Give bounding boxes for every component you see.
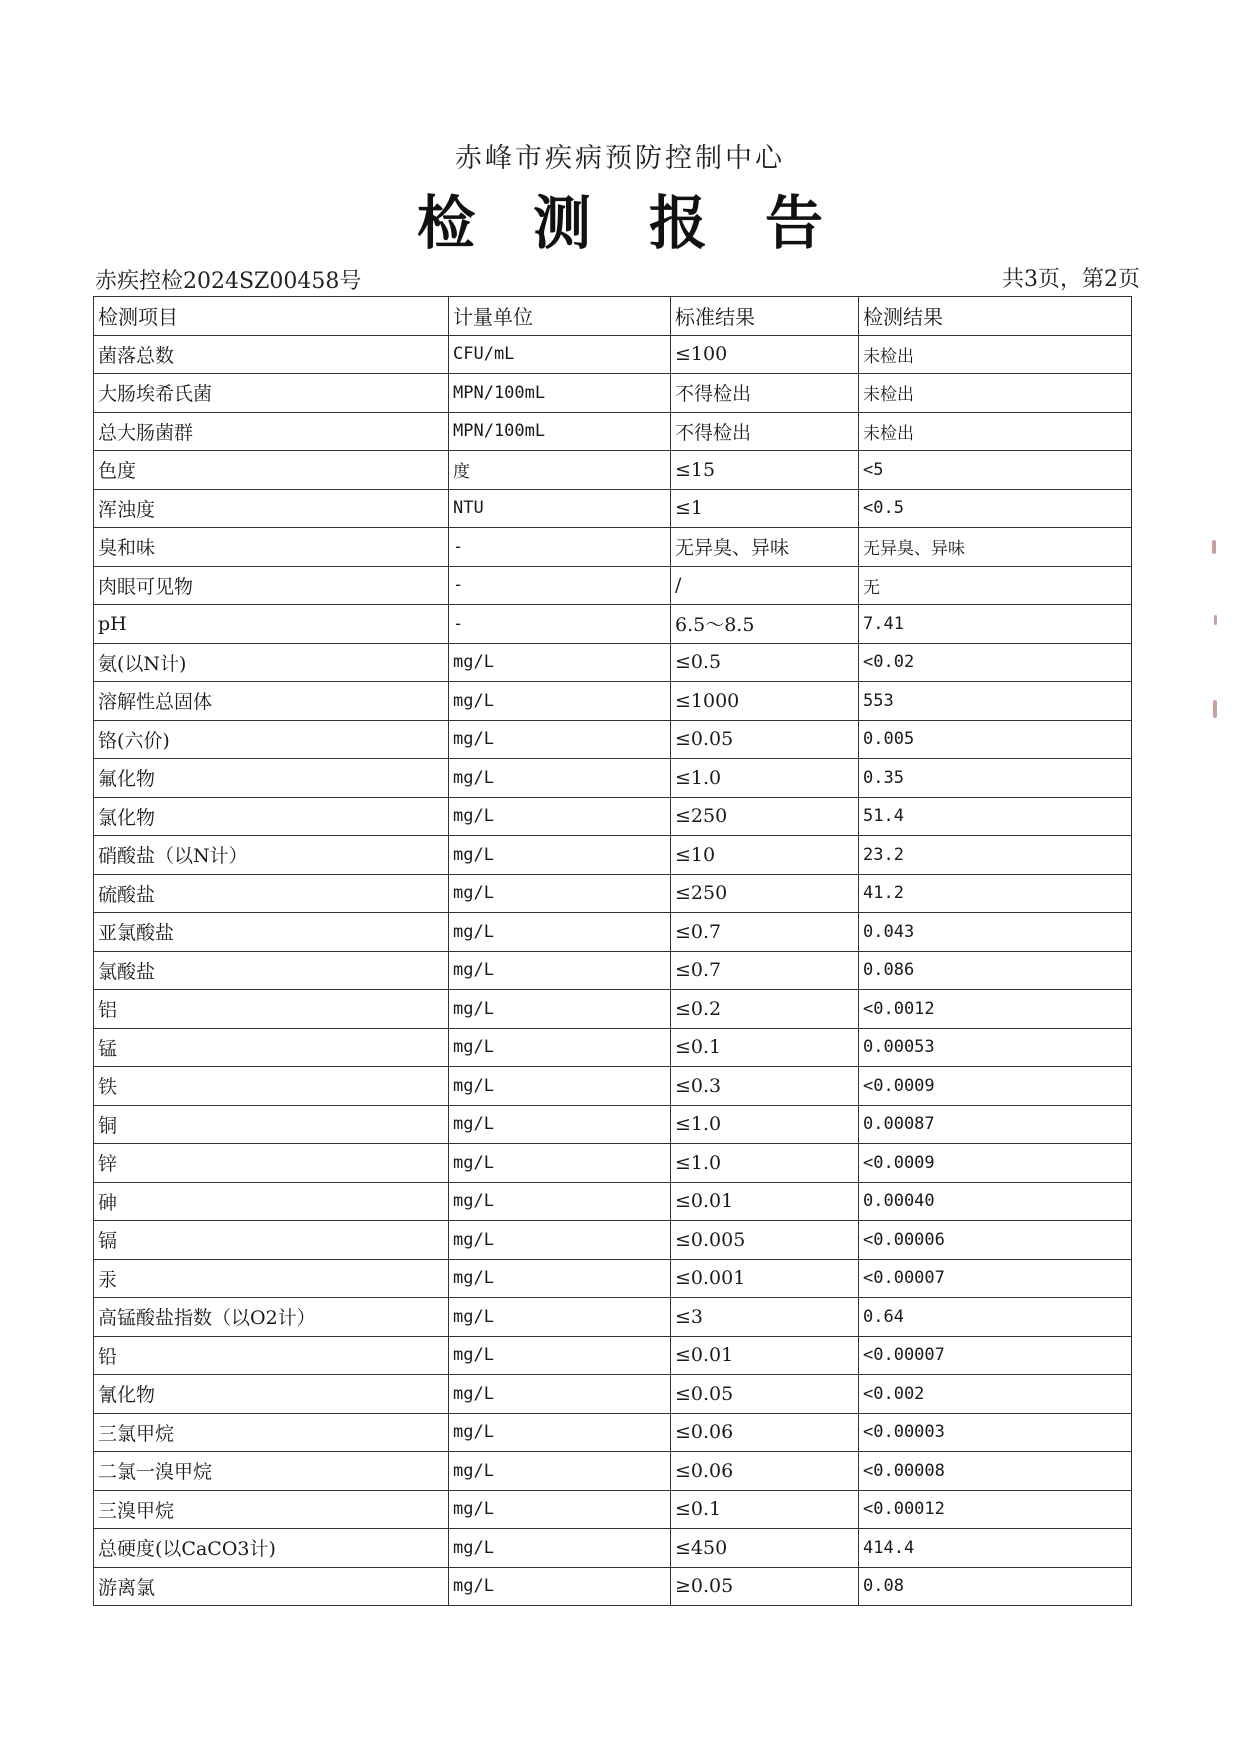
result-cell: <0.00007 — [859, 1336, 1132, 1375]
column-header: 标准结果 — [671, 297, 859, 336]
unit-cell: mg/L — [449, 1452, 671, 1491]
result-cell: <0.00008 — [859, 1452, 1132, 1491]
result-cell: 0.043 — [859, 913, 1132, 952]
result-cell: <0.0012 — [859, 990, 1132, 1029]
standard-cell: / — [671, 566, 859, 605]
unit-cell: CFU/mL — [449, 335, 671, 374]
unit-cell: mg/L — [449, 1298, 671, 1337]
standard-cell: ≤450 — [671, 1529, 859, 1568]
table-row — [94, 1221, 1132, 1260]
result-cell: 0.00087 — [859, 1105, 1132, 1144]
table-row — [94, 451, 1132, 490]
unit-cell: mg/L — [449, 643, 671, 682]
table-row — [94, 489, 1132, 528]
unit-cell: mg/L — [449, 1375, 671, 1414]
table-row — [94, 335, 1132, 374]
table-row — [94, 759, 1132, 798]
table-row — [94, 374, 1132, 413]
standard-cell: ≤0.01 — [671, 1182, 859, 1221]
standard-cell: ≤250 — [671, 874, 859, 913]
test-item-cell: 高锰酸盐指数（以O2计） — [94, 1298, 449, 1337]
table-row — [94, 682, 1132, 721]
unit-cell: mg/L — [449, 1144, 671, 1183]
table-row — [94, 1182, 1132, 1221]
standard-cell: ≤0.05 — [671, 1375, 859, 1414]
standard-cell: ≤0.001 — [671, 1259, 859, 1298]
test-item-cell: 铜 — [94, 1105, 449, 1144]
unit-cell: mg/L — [449, 1067, 671, 1106]
report-title: 检测报告 — [416, 189, 881, 257]
unit-cell: mg/L — [449, 720, 671, 759]
unit-cell: mg/L — [449, 1221, 671, 1260]
test-item-cell: 游离氯 — [94, 1567, 449, 1606]
result-cell: <0.002 — [859, 1375, 1132, 1414]
table-row — [94, 1452, 1132, 1491]
table-row — [94, 720, 1132, 759]
test-item-cell: 氯酸盐 — [94, 951, 449, 990]
test-item-cell: 二氯一溴甲烷 — [94, 1452, 449, 1491]
result-cell: 23.2 — [859, 836, 1132, 875]
unit-cell: mg/L — [449, 682, 671, 721]
standard-cell: ≤1.0 — [671, 1144, 859, 1183]
column-header: 计量单位 — [449, 297, 671, 336]
result-cell: <0.00012 — [859, 1490, 1132, 1529]
standard-cell: ≤0.7 — [671, 951, 859, 990]
unit-cell: mg/L — [449, 759, 671, 798]
result-cell: 0.00040 — [859, 1182, 1132, 1221]
standard-cell: ≤0.06 — [671, 1413, 859, 1452]
test-item-cell: pH — [94, 605, 449, 644]
test-item-cell: 硝酸盐（以N计） — [94, 836, 449, 875]
column-header: 检测结果 — [859, 297, 1132, 336]
table-row — [94, 643, 1132, 682]
result-cell: 0.08 — [859, 1567, 1132, 1606]
unit-cell: - — [449, 605, 671, 644]
standard-cell: ≤1.0 — [671, 1105, 859, 1144]
table-row — [94, 797, 1132, 836]
result-cell: 未检出 — [859, 412, 1132, 451]
standard-cell: ≤15 — [671, 451, 859, 490]
test-item-cell: 锌 — [94, 1144, 449, 1183]
test-item-cell: 氯化物 — [94, 797, 449, 836]
result-cell: <0.00007 — [859, 1259, 1132, 1298]
test-item-cell: 铁 — [94, 1067, 449, 1106]
table-row — [94, 874, 1132, 913]
unit-cell: mg/L — [449, 1490, 671, 1529]
result-cell: <0.00003 — [859, 1413, 1132, 1452]
table-row — [94, 1259, 1132, 1298]
scan-mark — [1214, 615, 1217, 625]
scan-mark — [1212, 540, 1216, 554]
result-cell: 0.64 — [859, 1298, 1132, 1337]
test-item-cell: 总硬度(以CaCO3计) — [94, 1529, 449, 1568]
result-cell: 51.4 — [859, 797, 1132, 836]
table-row — [94, 836, 1132, 875]
unit-cell: - — [449, 566, 671, 605]
result-cell: <0.00006 — [859, 1221, 1132, 1260]
test-item-cell: 氰化物 — [94, 1375, 449, 1414]
unit-cell: mg/L — [449, 797, 671, 836]
result-cell: 41.2 — [859, 874, 1132, 913]
result-cell: <0.02 — [859, 643, 1132, 682]
result-cell: <0.0009 — [859, 1144, 1132, 1183]
test-item-cell: 铬(六价) — [94, 720, 449, 759]
standard-cell: ≤100 — [671, 335, 859, 374]
unit-cell: MPN/100mL — [449, 412, 671, 451]
result-cell: 7.41 — [859, 605, 1132, 644]
standard-cell: ≤0.05 — [671, 720, 859, 759]
unit-cell: mg/L — [449, 1567, 671, 1606]
table-header-row — [94, 297, 1132, 336]
test-item-cell: 菌落总数 — [94, 335, 449, 374]
table-row — [94, 1336, 1132, 1375]
table-row — [94, 1298, 1132, 1337]
standard-cell: ≤0.06 — [671, 1452, 859, 1491]
unit-cell: mg/L — [449, 913, 671, 952]
report-number: 赤疾控检2024SZ00458号 — [95, 269, 362, 294]
test-item-cell: 亚氯酸盐 — [94, 913, 449, 952]
test-item-cell: 氟化物 — [94, 759, 449, 798]
standard-cell: ≤0.7 — [671, 913, 859, 952]
standard-cell: ≤3 — [671, 1298, 859, 1337]
result-cell: 0.35 — [859, 759, 1132, 798]
result-cell: <0.0009 — [859, 1067, 1132, 1106]
table-row — [94, 1067, 1132, 1106]
unit-cell: mg/L — [449, 1028, 671, 1067]
standard-cell: ≤0.01 — [671, 1336, 859, 1375]
unit-cell: mg/L — [449, 1182, 671, 1221]
unit-cell: mg/L — [449, 1413, 671, 1452]
standard-cell: ≤0.2 — [671, 990, 859, 1029]
test-item-cell: 砷 — [94, 1182, 449, 1221]
table-row — [94, 913, 1132, 952]
unit-cell: - — [449, 528, 671, 567]
result-cell: 0.086 — [859, 951, 1132, 990]
result-cell: <5 — [859, 451, 1132, 490]
test-item-cell: 总大肠菌群 — [94, 412, 449, 451]
table-row — [94, 605, 1132, 644]
test-item-cell: 硫酸盐 — [94, 874, 449, 913]
table-row — [94, 1028, 1132, 1067]
table-row — [94, 1567, 1132, 1606]
column-header: 检测项目 — [94, 297, 449, 336]
table-row — [94, 1490, 1132, 1529]
result-cell: 未检出 — [859, 374, 1132, 413]
test-item-cell: 大肠埃希氏菌 — [94, 374, 449, 413]
result-cell: 553 — [859, 682, 1132, 721]
unit-cell: mg/L — [449, 1336, 671, 1375]
organization-name: 赤峰市疾病预防控制中心 — [455, 143, 785, 174]
standard-cell: ≤0.1 — [671, 1490, 859, 1529]
table-body — [94, 335, 1132, 1606]
unit-cell: mg/L — [449, 1259, 671, 1298]
table-row — [94, 528, 1132, 567]
standard-cell: 无异臭、异味 — [671, 528, 859, 567]
test-item-cell: 铅 — [94, 1336, 449, 1375]
table-row — [94, 412, 1132, 451]
table-row — [94, 951, 1132, 990]
result-cell: 0.00053 — [859, 1028, 1132, 1067]
unit-cell: mg/L — [449, 1105, 671, 1144]
standard-cell: ≤1000 — [671, 682, 859, 721]
standard-cell: ≥0.05 — [671, 1567, 859, 1606]
table-row — [94, 1144, 1132, 1183]
test-item-cell: 三氯甲烷 — [94, 1413, 449, 1452]
result-cell: 未检出 — [859, 335, 1132, 374]
result-cell: 414.4 — [859, 1529, 1132, 1568]
unit-cell: MPN/100mL — [449, 374, 671, 413]
standard-cell: 不得检出 — [671, 374, 859, 413]
test-item-cell: 臭和味 — [94, 528, 449, 567]
standard-cell: 不得检出 — [671, 412, 859, 451]
table-row — [94, 1105, 1132, 1144]
standard-cell: ≤250 — [671, 797, 859, 836]
table-row — [94, 1413, 1132, 1452]
unit-cell: mg/L — [449, 874, 671, 913]
unit-cell: mg/L — [449, 1529, 671, 1568]
test-item-cell: 氨(以N计) — [94, 643, 449, 682]
table-row — [94, 990, 1132, 1029]
test-item-cell: 浑浊度 — [94, 489, 449, 528]
test-item-cell: 汞 — [94, 1259, 449, 1298]
standard-cell: ≤1.0 — [671, 759, 859, 798]
test-item-cell: 溶解性总固体 — [94, 682, 449, 721]
standard-cell: ≤0.005 — [671, 1221, 859, 1260]
result-cell: 0.005 — [859, 720, 1132, 759]
table-row — [94, 1375, 1132, 1414]
standard-cell: ≤0.1 — [671, 1028, 859, 1067]
result-cell: 无异臭、异味 — [859, 528, 1132, 567]
table-row — [94, 566, 1132, 605]
results-table — [93, 296, 1132, 1606]
unit-cell: mg/L — [449, 836, 671, 875]
standard-cell: ≤1 — [671, 489, 859, 528]
standard-cell: ≤10 — [671, 836, 859, 875]
page-info: 共3页，第2页 — [1002, 267, 1140, 292]
test-item-cell: 肉眼可见物 — [94, 566, 449, 605]
test-item-cell: 锰 — [94, 1028, 449, 1067]
unit-cell: 度 — [449, 451, 671, 490]
table-row — [94, 1529, 1132, 1568]
unit-cell: NTU — [449, 489, 671, 528]
test-item-cell: 色度 — [94, 451, 449, 490]
test-item-cell: 三溴甲烷 — [94, 1490, 449, 1529]
unit-cell: mg/L — [449, 990, 671, 1029]
standard-cell: 6.5～8.5 — [671, 605, 859, 644]
scan-mark — [1213, 700, 1217, 718]
unit-cell: mg/L — [449, 951, 671, 990]
result-cell: <0.5 — [859, 489, 1132, 528]
test-item-cell: 镉 — [94, 1221, 449, 1260]
test-item-cell: 铝 — [94, 990, 449, 1029]
standard-cell: ≤0.3 — [671, 1067, 859, 1106]
standard-cell: ≤0.5 — [671, 643, 859, 682]
result-cell: 无 — [859, 566, 1132, 605]
